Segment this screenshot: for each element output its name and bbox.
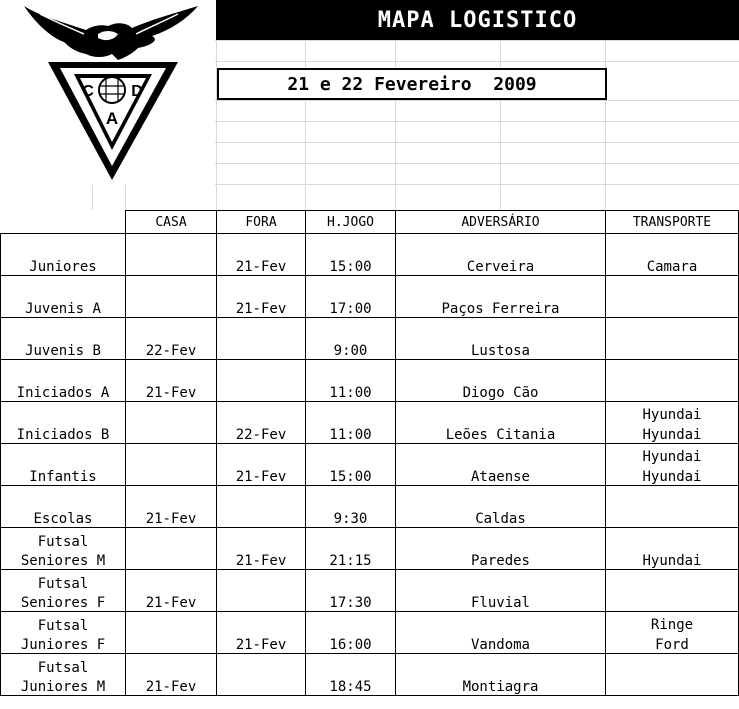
page-title: MAPA LOGISTICO bbox=[216, 0, 739, 40]
table-row-top bbox=[1, 486, 739, 508]
header-team bbox=[1, 211, 126, 234]
transporte-cell bbox=[606, 339, 739, 360]
fora-cell-upper bbox=[217, 234, 306, 256]
adversario-cell-upper bbox=[396, 360, 606, 382]
team-cell-upper bbox=[1, 444, 126, 466]
adversario-cell-upper bbox=[396, 276, 606, 298]
transporte-cell bbox=[606, 507, 739, 528]
fora-cell bbox=[217, 675, 306, 696]
svg-text:D: D bbox=[131, 83, 143, 100]
svg-text:C: C bbox=[82, 83, 94, 100]
team-cell: Juvenis A bbox=[1, 297, 126, 318]
transporte-cell bbox=[606, 591, 739, 612]
fora-cell: 21-Fev bbox=[217, 255, 306, 276]
header-adversario: ADVERSÁRIO bbox=[396, 211, 606, 234]
fora-cell-upper bbox=[217, 486, 306, 508]
casa-cell bbox=[126, 423, 217, 444]
table-row bbox=[1, 255, 739, 276]
casa-cell bbox=[126, 255, 217, 276]
table-row bbox=[1, 381, 739, 402]
fora-cell-upper bbox=[217, 318, 306, 340]
table-row-top bbox=[1, 570, 739, 592]
casa-cell-upper bbox=[126, 570, 217, 592]
team-cell-upper bbox=[1, 234, 126, 256]
adversario-cell: Ataense bbox=[396, 465, 606, 486]
adversario-cell: Diogo Cão bbox=[396, 381, 606, 402]
table-header-row bbox=[1, 211, 739, 234]
transporte-cell bbox=[606, 297, 739, 318]
adversario-cell-upper bbox=[396, 402, 606, 424]
hora-cell: 21:15 bbox=[306, 549, 396, 570]
table-row-top bbox=[1, 654, 739, 676]
table-row bbox=[1, 297, 739, 318]
transporte-cell-upper bbox=[606, 570, 739, 592]
casa-cell bbox=[126, 549, 217, 570]
casa-cell-upper bbox=[126, 654, 217, 676]
fora-cell: 21-Fev bbox=[217, 465, 306, 486]
fora-cell: 21-Fev bbox=[217, 297, 306, 318]
adversario-cell: Vandoma bbox=[396, 633, 606, 654]
hora-cell-upper bbox=[306, 402, 396, 424]
fora-cell-upper bbox=[217, 402, 306, 424]
adversario-cell-upper bbox=[396, 654, 606, 676]
fora-cell bbox=[217, 339, 306, 360]
fora-cell-upper bbox=[217, 570, 306, 592]
transporte-cell-upper bbox=[606, 528, 739, 550]
svg-text:A: A bbox=[105, 109, 119, 128]
transporte-cell-upper bbox=[606, 276, 739, 298]
transporte-cell-upper bbox=[606, 360, 739, 382]
adversario-cell: Paredes bbox=[396, 549, 606, 570]
hora-cell-upper bbox=[306, 360, 396, 382]
casa-cell-upper bbox=[126, 486, 217, 508]
team-cell: Seniores M bbox=[1, 549, 126, 570]
adversario-cell: Lustosa bbox=[396, 339, 606, 360]
casa-cell: 21-Fev bbox=[126, 381, 217, 402]
schedule-table bbox=[0, 210, 739, 696]
transporte-cell: Hyundai bbox=[606, 465, 739, 486]
casa-cell-upper bbox=[126, 528, 217, 550]
casa-cell-upper bbox=[126, 360, 217, 382]
fora-cell: 22-Fev bbox=[217, 423, 306, 444]
table-row-top bbox=[1, 276, 739, 298]
hora-cell: 17:30 bbox=[306, 591, 396, 612]
casa-cell-upper bbox=[126, 234, 217, 256]
fora-cell-upper bbox=[217, 360, 306, 382]
transporte-cell-upper: Hyundai bbox=[606, 402, 739, 424]
table-row-top bbox=[1, 402, 739, 424]
adversario-cell-upper bbox=[396, 486, 606, 508]
team-cell-upper: Futsal bbox=[1, 570, 126, 592]
adversario-cell: Cerveira bbox=[396, 255, 606, 276]
team-cell: Juniores bbox=[1, 255, 126, 276]
table-row bbox=[1, 507, 739, 528]
table-row-top bbox=[1, 234, 739, 256]
hora-cell: 9:00 bbox=[306, 339, 396, 360]
team-cell-upper bbox=[1, 318, 126, 340]
adversario-cell-upper bbox=[396, 612, 606, 634]
team-cell: Infantis bbox=[1, 465, 126, 486]
team-cell-upper: Futsal bbox=[1, 612, 126, 634]
fora-cell bbox=[217, 507, 306, 528]
adversario-cell-upper bbox=[396, 570, 606, 592]
adversario-cell: Paços Ferreira bbox=[396, 297, 606, 318]
header-hora: H.JOGO bbox=[306, 211, 396, 234]
transporte-cell-upper bbox=[606, 486, 739, 508]
team-cell: Iniciados B bbox=[1, 423, 126, 444]
hora-cell-upper bbox=[306, 654, 396, 676]
transporte-cell-upper: Ringe bbox=[606, 612, 739, 634]
hora-cell-upper bbox=[306, 612, 396, 634]
transporte-cell: Camara bbox=[606, 255, 739, 276]
eagle-crest-icon bbox=[0, 0, 215, 185]
casa-cell: 21-Fev bbox=[126, 675, 217, 696]
adversario-cell: Montiagra bbox=[396, 675, 606, 696]
club-logo bbox=[0, 0, 215, 185]
casa-cell-upper bbox=[126, 402, 217, 424]
team-cell: Seniores F bbox=[1, 591, 126, 612]
hora-cell: 15:00 bbox=[306, 255, 396, 276]
transporte-cell-upper: Hyundai bbox=[606, 444, 739, 466]
adversario-cell-upper bbox=[396, 528, 606, 550]
table-row-top bbox=[1, 528, 739, 550]
casa-cell-upper bbox=[126, 318, 217, 340]
fora-cell-upper bbox=[217, 654, 306, 676]
fora-cell-upper bbox=[217, 528, 306, 550]
hora-cell: 15:00 bbox=[306, 465, 396, 486]
header-transporte: TRANSPORTE bbox=[606, 211, 739, 234]
transporte-cell-upper bbox=[606, 318, 739, 340]
table-row-top bbox=[1, 444, 739, 466]
hora-cell: 17:00 bbox=[306, 297, 396, 318]
transporte-cell-upper bbox=[606, 654, 739, 676]
team-cell-upper bbox=[1, 276, 126, 298]
casa-cell-upper bbox=[126, 444, 217, 466]
casa-cell bbox=[126, 633, 217, 654]
team-cell: Juniores M bbox=[1, 675, 126, 696]
date-range: 21 e 22 Fevereiro 2009 bbox=[217, 68, 607, 100]
adversario-cell-upper bbox=[396, 234, 606, 256]
casa-cell bbox=[126, 297, 217, 318]
fora-cell: 21-Fev bbox=[217, 633, 306, 654]
fora-cell-upper bbox=[217, 612, 306, 634]
adversario-cell-upper bbox=[396, 318, 606, 340]
team-cell-upper bbox=[1, 360, 126, 382]
table-row bbox=[1, 591, 739, 612]
hora-cell-upper bbox=[306, 318, 396, 340]
header-casa: CASA bbox=[126, 211, 217, 234]
adversario-cell: Fluvial bbox=[396, 591, 606, 612]
table-row-top bbox=[1, 318, 739, 340]
team-cell-upper bbox=[1, 402, 126, 424]
fora-cell: 21-Fev bbox=[217, 549, 306, 570]
adversario-cell-upper bbox=[396, 444, 606, 466]
team-cell: Escolas bbox=[1, 507, 126, 528]
team-cell: Juniores F bbox=[1, 633, 126, 654]
hora-cell-upper bbox=[306, 486, 396, 508]
hora-cell-upper bbox=[306, 234, 396, 256]
casa-cell-upper bbox=[126, 276, 217, 298]
team-cell-upper bbox=[1, 486, 126, 508]
hora-cell-upper bbox=[306, 276, 396, 298]
header-fora: FORA bbox=[217, 211, 306, 234]
table-row bbox=[1, 633, 739, 654]
team-cell-upper: Futsal bbox=[1, 528, 126, 550]
casa-cell-upper bbox=[126, 612, 217, 634]
fora-cell bbox=[217, 381, 306, 402]
hora-cell: 11:00 bbox=[306, 423, 396, 444]
team-cell: Juvenis B bbox=[1, 339, 126, 360]
hora-cell-upper bbox=[306, 528, 396, 550]
transporte-cell-upper bbox=[606, 234, 739, 256]
table-row-top bbox=[1, 360, 739, 382]
hora-cell-upper bbox=[306, 570, 396, 592]
table-row bbox=[1, 675, 739, 696]
hora-cell: 18:45 bbox=[306, 675, 396, 696]
hora-cell: 11:00 bbox=[306, 381, 396, 402]
table-row bbox=[1, 549, 739, 570]
table-row bbox=[1, 465, 739, 486]
adversario-cell: Caldas bbox=[396, 507, 606, 528]
casa-cell: 21-Fev bbox=[126, 591, 217, 612]
team-cell-upper: Futsal bbox=[1, 654, 126, 676]
transporte-cell: Hyundai bbox=[606, 549, 739, 570]
transporte-cell: Ford bbox=[606, 633, 739, 654]
transporte-cell: Hyundai bbox=[606, 423, 739, 444]
casa-cell bbox=[126, 465, 217, 486]
casa-cell: 21-Fev bbox=[126, 507, 217, 528]
fora-cell-upper bbox=[217, 444, 306, 466]
transporte-cell bbox=[606, 675, 739, 696]
casa-cell: 22-Fev bbox=[126, 339, 217, 360]
hora-cell: 16:00 bbox=[306, 633, 396, 654]
fora-cell-upper bbox=[217, 276, 306, 298]
transporte-cell bbox=[606, 381, 739, 402]
table-row-top bbox=[1, 612, 739, 634]
hora-cell: 9:30 bbox=[306, 507, 396, 528]
table-row bbox=[1, 339, 739, 360]
table-row bbox=[1, 423, 739, 444]
adversario-cell: Leões Citania bbox=[396, 423, 606, 444]
team-cell: Iniciados A bbox=[1, 381, 126, 402]
fora-cell bbox=[217, 591, 306, 612]
hora-cell-upper bbox=[306, 444, 396, 466]
